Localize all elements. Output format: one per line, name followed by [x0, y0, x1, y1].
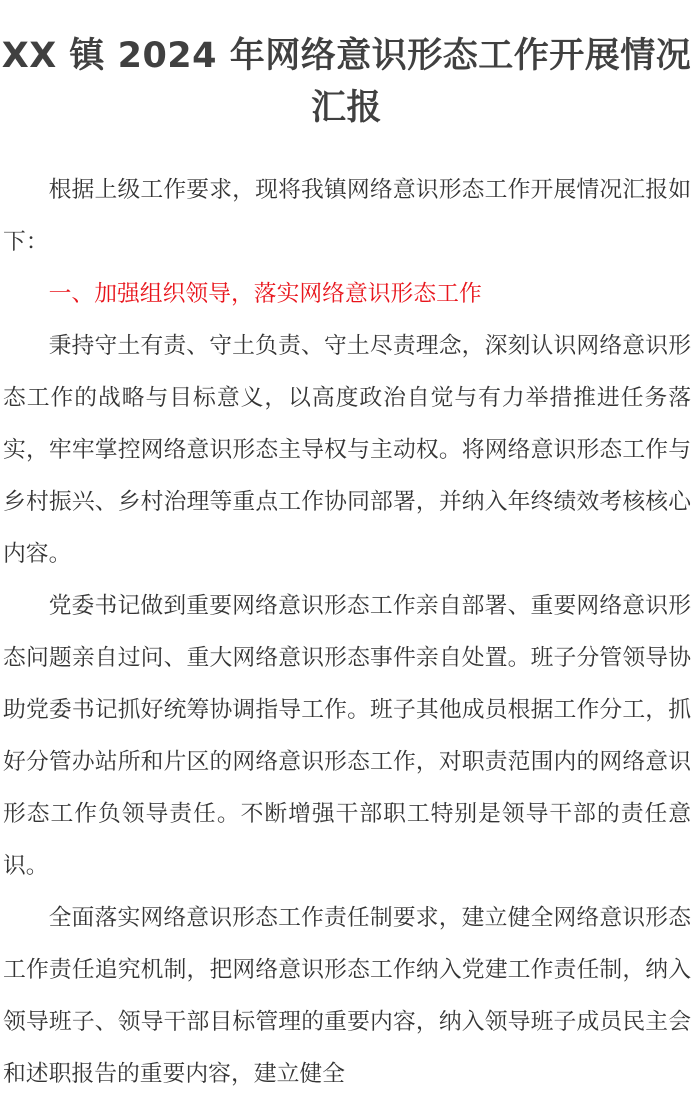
body-paragraph-2: 党委书记做到重要网络意识形态工作亲自部署、重要网络意识形态问题亲自过问、重大网络意识形态事件亲自处置。班子分管领导协助党委书记抓好统筹协调指导工作。班子其他成员根据工作分工，抓好分管办站所和片区的网络意识形态工作，对职责范围内的网络意识形态工作负领导责任。不断增强干部职工特别是领导干部的责任意识。: [3, 593, 691, 879]
body-paragraph-1: 秉持守土有责、守土负责、守土尽责理念，深刻认识网络意识形态工作的战略与目标意义，以高度政治自觉与有力举措推进任务落实，牢牢掌控网络意识形态主导权与主动权。将网络意识形态工作与乡村振兴、乡村治理等重点工作协同部署，并纳入年终绩效考核核心内容。: [3, 333, 691, 567]
title-line-2: 汇报: [310, 88, 382, 128]
body-paragraph-3: 全面落实网络意识形态工作责任制要求，建立健全网络意识形态工作责任追究机制，把网络意识形态工作纳入党建工作责任制，纳入领导班子、领导干部目标管理的重要内容，纳入领导班子成员民主会和述职报告的重要内容，建立健全: [3, 905, 691, 1087]
title-line-1: XX 镇 2024 年网络意识形态工作开展情况: [1, 36, 692, 76]
section-heading-1: 一、加强组织领导，落实网络意识形态工作: [48, 281, 482, 307]
intro-paragraph: 根据上级工作要求，现将我镇网络意识形态工作开展情况汇报如下：: [3, 177, 691, 255]
document-body: [0, 164, 693, 1097]
document-title: [0, 0, 693, 134]
